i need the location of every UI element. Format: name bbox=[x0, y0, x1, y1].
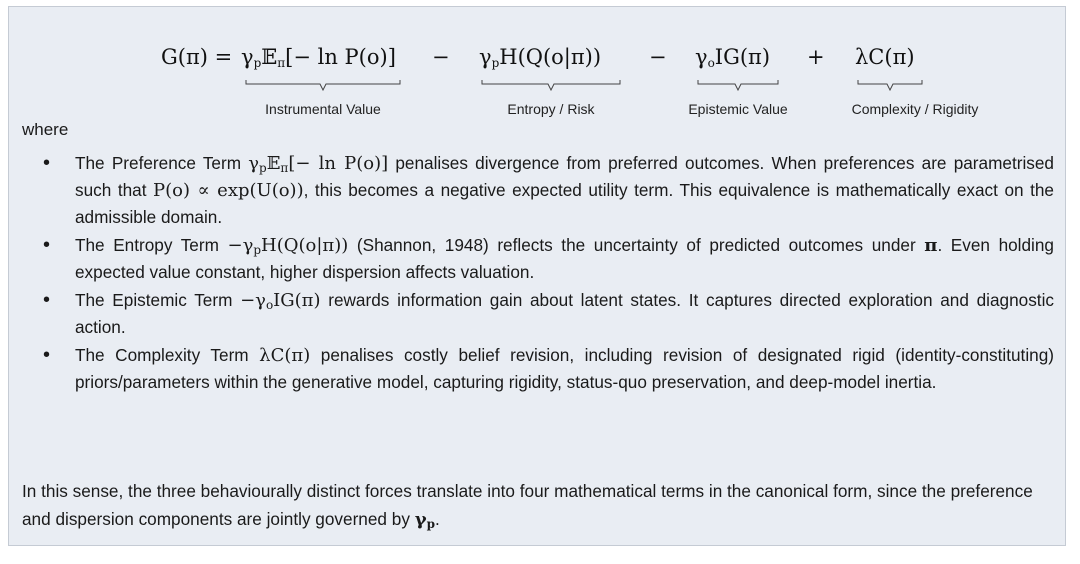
bullet-icon: • bbox=[43, 152, 51, 174]
plus-operator: + bbox=[807, 45, 825, 69]
where-label: where bbox=[22, 120, 69, 139]
underbrace-epistemic bbox=[697, 79, 779, 91]
complexity-term: λC(π) bbox=[855, 45, 915, 69]
bullet-icon: • bbox=[43, 234, 51, 256]
formula-panel bbox=[8, 6, 1066, 546]
underbrace-complexity bbox=[857, 79, 923, 91]
underbrace-instrumental bbox=[245, 79, 401, 91]
list-item-preference: • The Preference Term $\gamma_p𝔼_\pi[- \ln P(o)]$ penalises divergence from preferred outcomes. When preferences are parametrised such that P(o) ∝ exp(U(o)), this becomes a negative expected utility term. This equivalence is mathematically exact on the admissible domain. bbox=[43, 152, 1054, 227]
label-epistemic-value: Epistemic Value bbox=[688, 101, 788, 117]
bullet-icon: • bbox=[43, 344, 51, 366]
list-item-complexity: • The Complexity Term λC(π) penalises costly belief revision, including revision of designated rigid (identity-constituting) priors/parameters within the generative model, capturing rigidity, status-quo preservation, and deep-model inertia. bbox=[43, 344, 1054, 392]
entropy-term: $\gamma_pH(Q(o|\pi))$ bbox=[479, 45, 602, 70]
minus-operator-1: − bbox=[432, 45, 450, 69]
label-instrumental-value: Instrumental Value bbox=[265, 101, 381, 117]
minus-operator-2: − bbox=[649, 45, 667, 69]
list-item-entropy: • The Entropy Term $-\gamma_pH(Q(o|\pi))$ (Shannon, 1948) reflects the uncertainty of predicted outcomes under π. Even holding expected value constant, higher dispersion affects valuation. bbox=[43, 234, 1054, 282]
instrumental-term: $\gamma_p𝔼_\pi[- \ln P(o)]$ bbox=[241, 45, 396, 70]
epistemic-term: $\gamma_oIG(\pi)$ bbox=[695, 45, 771, 70]
list-item-epistemic: • The Epistemic Term $-\gamma_oIG(\pi)$ rewards information gain about latent states. It captures directed exploration and diagnostic action. bbox=[43, 289, 1054, 337]
objective-equation bbox=[9, 45, 1067, 117]
underbrace-entropy bbox=[481, 79, 621, 91]
closing-paragraph: In this sense, the three behaviourally distinct forces translate into four mathematical terms in the canonical form, since the preference and dispersion components are jointly governed by $\gamma_p$. bbox=[22, 481, 1033, 531]
label-entropy-risk: Entropy / Risk bbox=[507, 101, 595, 117]
bullet-icon: • bbox=[43, 289, 51, 311]
label-complexity-rigidity: Complexity / Rigidity bbox=[851, 101, 979, 117]
equation-lhs: G(π) = bbox=[161, 45, 233, 69]
term-list bbox=[29, 150, 1054, 397]
